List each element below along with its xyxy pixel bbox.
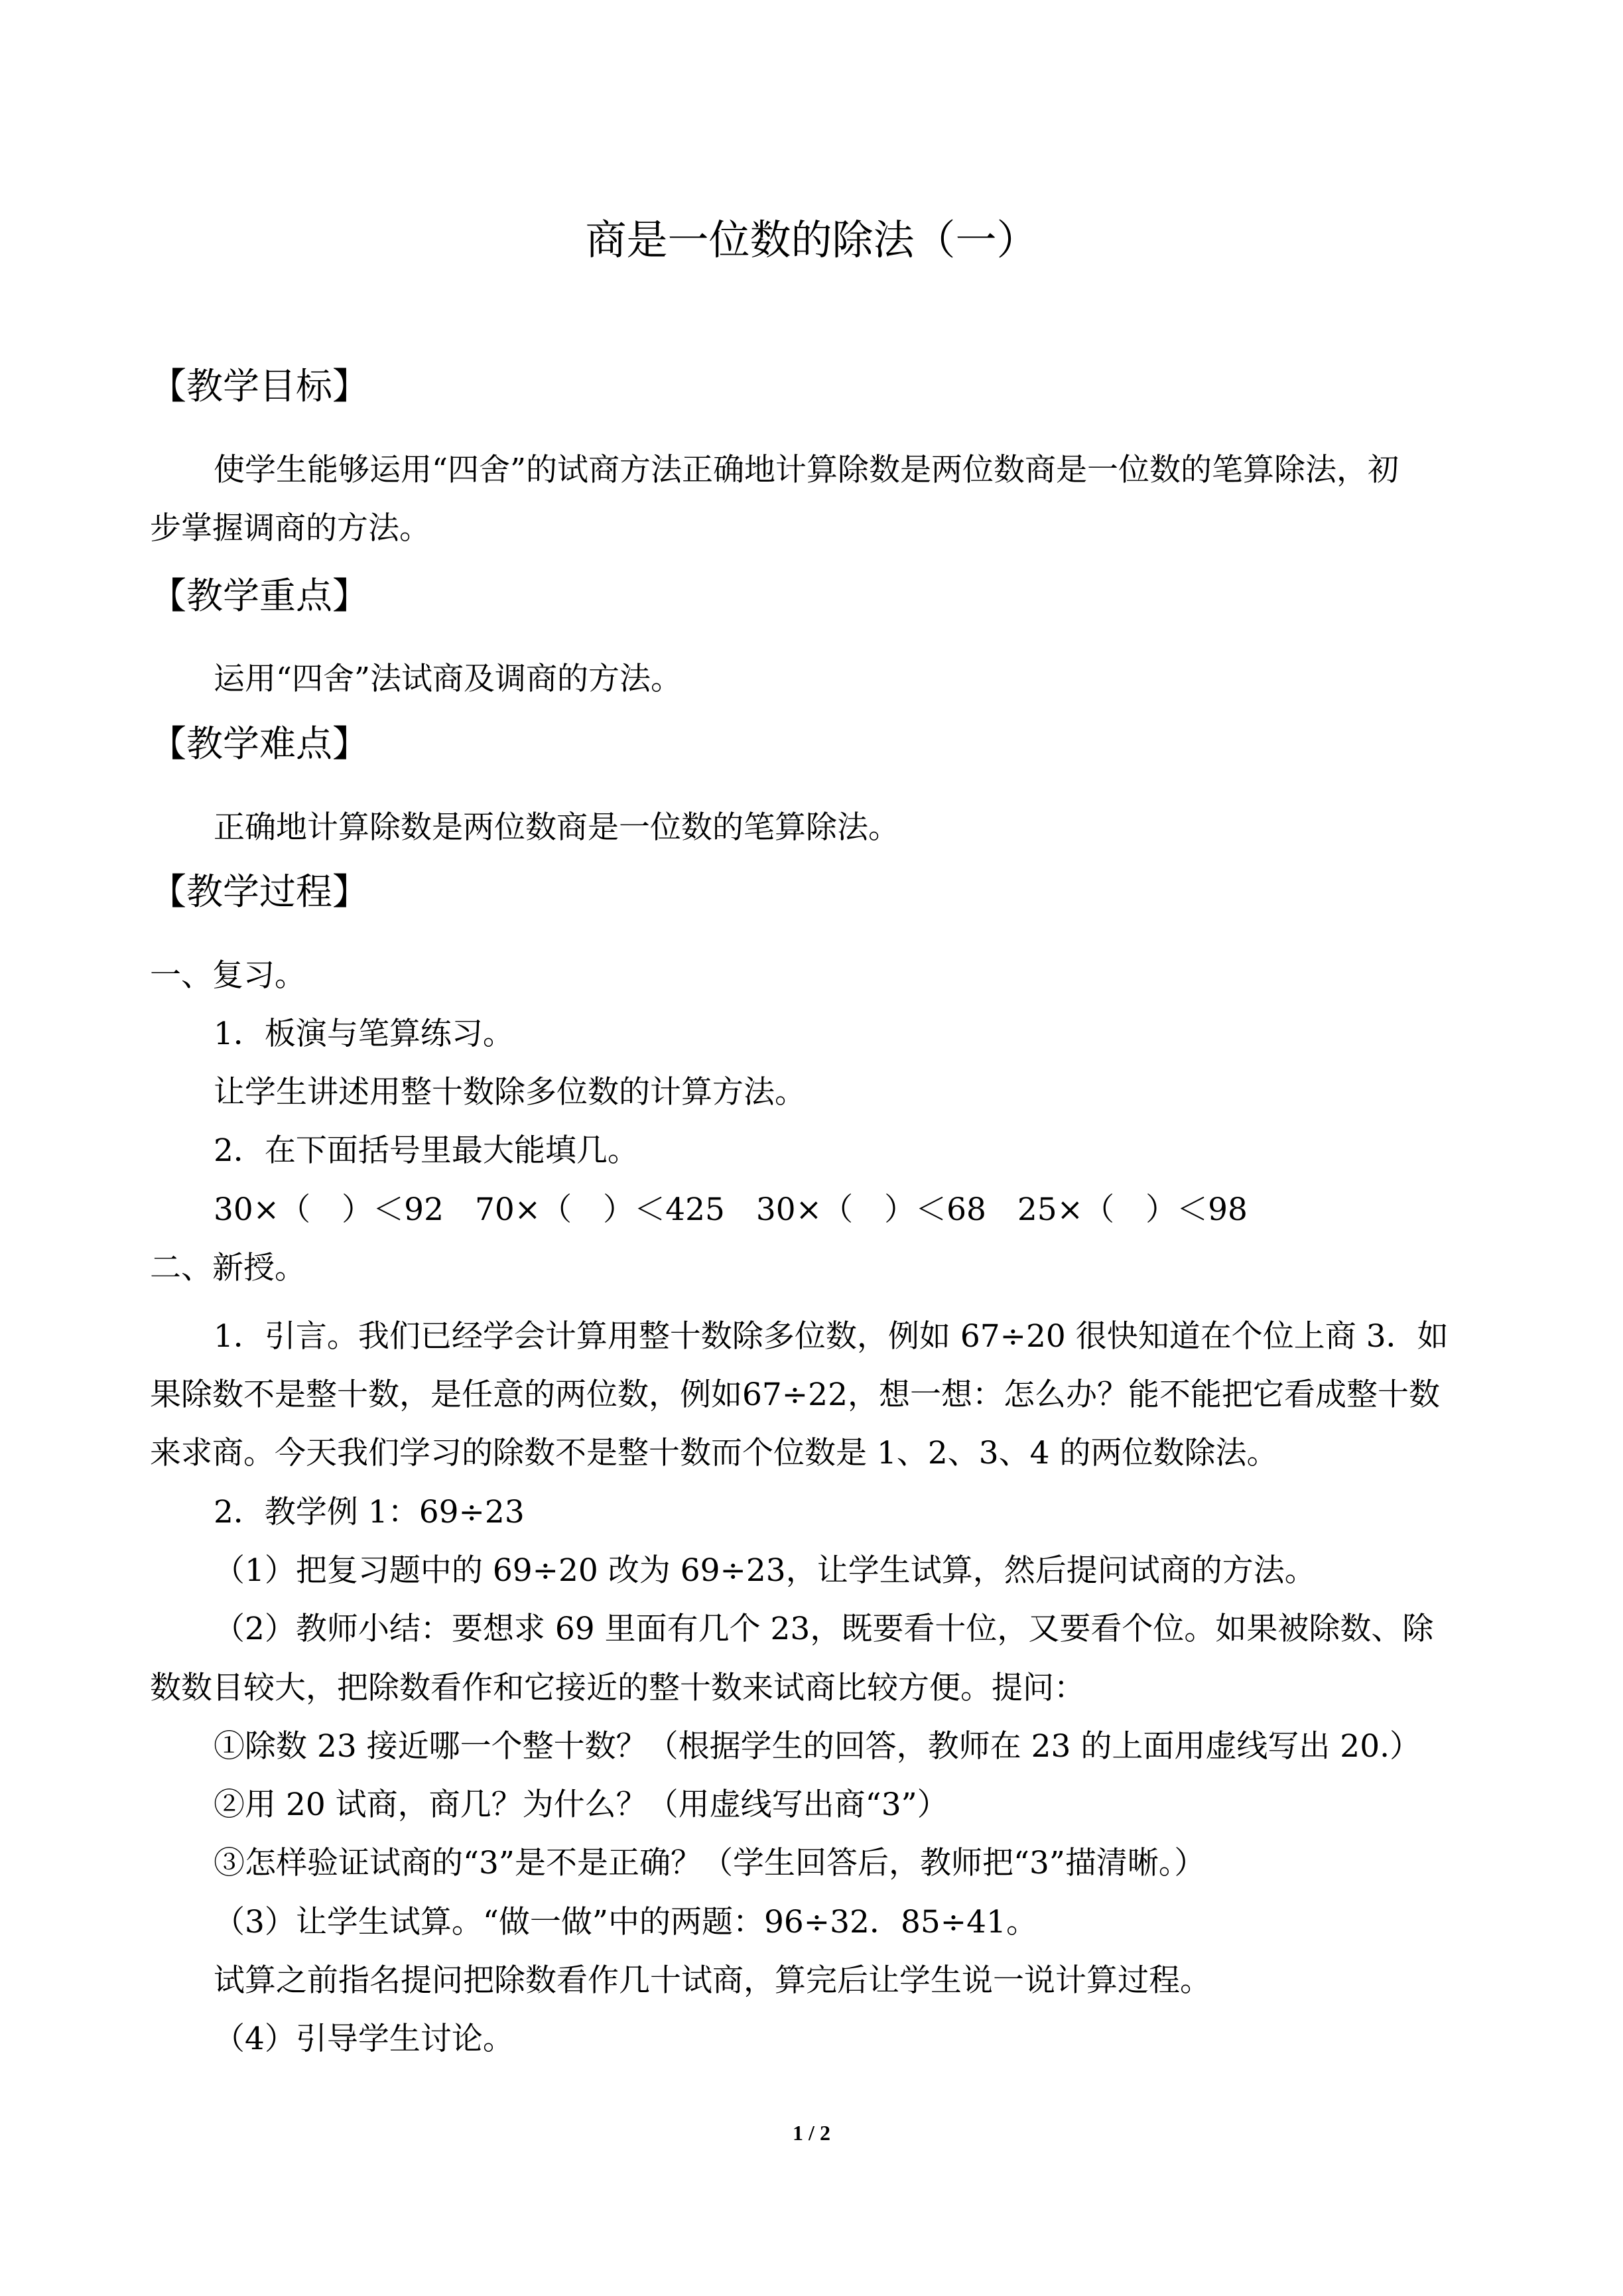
section-heading-process: 【教学过程】 <box>150 870 369 913</box>
process-line-12: （2）教师小结：要想求 69 里面有几个 23，既要看十位，又要看个位。如果被除数、除 <box>214 1611 1434 1647</box>
goals-line-2: 步掌握调商的方法。 <box>150 510 430 547</box>
process-line-1: 一、复习。 <box>150 957 306 994</box>
process-line-4: 2．在下面括号里最大能填几。 <box>214 1132 639 1169</box>
process-line-16: ③怎样验证试商的“3”是不是正确？（学生回答后，教师把“3”描清晰。） <box>214 1845 1206 1881</box>
process-line-8: 果除数不是整十数，是任意的两位数，例如67÷22，想一想：怎么办？能不能把它看成整十数 <box>150 1377 1440 1413</box>
section-heading-difficulties: 【教学难点】 <box>150 722 369 765</box>
process-line-17: （3）让学生试算。“做一做”中的两题：96÷32．85÷41。 <box>214 1904 1037 1940</box>
process-line-7: 1．引言。我们已经学会计算用整十数除多位数，例如 67÷20 很快知道在个位上商 3．如 <box>214 1318 1449 1355</box>
process-line-11: （1）把复习题中的 69÷20 改为 69÷23，让学生试算，然后提问试商的方法。 <box>214 1552 1316 1589</box>
goals-line-1: 使学生能够运用“四舍”的试商方法正确地计算除数是两位数商是一位数的笔算除法，初 <box>214 452 1399 488</box>
process-line-6: 二、新授。 <box>150 1250 306 1286</box>
difficulties-line-1: 正确地计算除数是两位数商是一位数的笔算除法。 <box>214 809 899 846</box>
process-line-5: 30×（ ）＜92 70×（ ）＜425 30×（ ）＜68 25×（ ）＜98 <box>214 1191 1248 1228</box>
process-line-13: 数数目较大，把除数看作和它接近的整十数来试商比较方便。提问： <box>150 1670 1085 1706</box>
section-heading-goals: 【教学目标】 <box>150 365 369 407</box>
process-line-19: （4）引导学生讨论。 <box>214 2021 514 2057</box>
process-line-18: 试算之前指名提问把除数看作几十试商，算完后让学生说一说计算过程。 <box>214 1962 1211 1999</box>
page-number: 1 / 2 <box>793 2121 830 2145</box>
process-line-9: 来求商。今天我们学习的除数不是整十数而个位数是 1、2、3、4 的两位数除法。 <box>150 1435 1278 1471</box>
key-points-line-1: 运用“四舍”法试商及调商的方法。 <box>214 661 682 697</box>
process-line-2: 1．板演与笔算练习。 <box>214 1016 514 1052</box>
process-line-15: ②用 20 试商，商几？为什么？（用虚线写出商“3”） <box>214 1787 948 1823</box>
document-title: 商是一位数的除法（一） <box>585 216 1038 264</box>
process-line-14: ①除数 23 接近哪一个整十数？（根据学生的回答，教师在 23 的上面用虚线写出 20.） <box>214 1728 1421 1765</box>
section-heading-key-points: 【教学重点】 <box>150 574 369 617</box>
process-line-3: 让学生讲述用整十数除多位数的计算方法。 <box>214 1074 806 1111</box>
process-line-10: 2．教学例 1：69÷23 <box>214 1494 525 1530</box>
